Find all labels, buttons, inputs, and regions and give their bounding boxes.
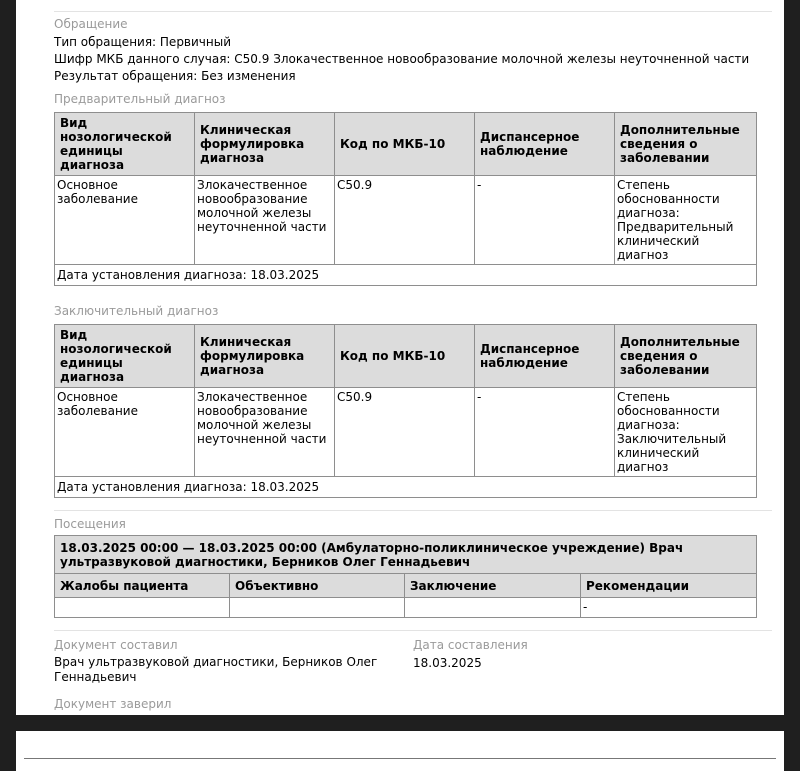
col-header: Код по МКБ-10 — [335, 325, 475, 388]
diagnosis-date: Дата установления диагноза: 18.03.2025 — [55, 477, 757, 498]
cell-kind: Основное заболевание — [55, 176, 195, 265]
document-page — [16, 0, 784, 715]
cell-code: C50.9 — [335, 176, 475, 265]
appeal-section — [54, 17, 772, 85]
visit-title-row — [55, 536, 757, 574]
visits-label: Посещения — [54, 517, 126, 531]
author-label: Документ составил — [54, 638, 178, 652]
visit-title: 18.03.2025 00:00 — 18.03.2025 00:00 (Амбулаторно-поликлиническое учреждение) Врач ультразвуковой диагностики, Берников Олег Геннадьевич — [55, 536, 757, 574]
date-label: Дата составления — [413, 638, 528, 652]
divider — [54, 11, 772, 12]
prelim-diagnosis-table — [54, 112, 757, 286]
cell-formulation: Злокачественное новообразование молочной железы неуточненной части — [195, 388, 335, 477]
cell-formulation: Злокачественное новообразование молочной железы неуточненной части — [195, 176, 335, 265]
cell-extra: Степень обоснованности диагноза: Предварительный клинический диагноз — [615, 176, 757, 265]
col-header: Клиническая формулировка диагноза — [195, 113, 335, 176]
col-header: Объективно — [230, 574, 405, 598]
cell-complaints — [55, 598, 230, 618]
cell-code: C50.9 — [335, 388, 475, 477]
col-header: Дополнительные сведения о заболевании — [615, 325, 757, 388]
cell-dispensary: - — [475, 176, 615, 265]
cell-dispensary: - — [475, 388, 615, 477]
col-header: Жалобы пациента — [55, 574, 230, 598]
cell-recommendations: - — [581, 598, 757, 618]
next-page — [16, 731, 784, 771]
final-diagnosis-table — [54, 324, 757, 498]
table-header-row — [55, 325, 757, 388]
col-header: Вид нозологической единицы диагноза — [55, 325, 195, 388]
col-header: Рекомендации — [581, 574, 757, 598]
table-row — [55, 265, 757, 286]
col-header: Код по МКБ-10 — [335, 113, 475, 176]
author-block — [54, 638, 413, 685]
col-header: Диспансерное наблюдение — [475, 325, 615, 388]
table-row — [55, 176, 757, 265]
col-header: Заключение — [405, 574, 581, 598]
table-row — [55, 388, 757, 477]
final-label: Заключительный диагноз — [54, 304, 219, 318]
author-name: Врач ультразвуковой диагностики, Берников Олег Геннадьевич — [54, 655, 378, 684]
divider — [54, 630, 772, 631]
visits-table — [54, 535, 757, 618]
table-row — [55, 477, 757, 498]
cell-conclusion — [405, 598, 581, 618]
col-header: Дополнительные сведения о заболевании — [615, 113, 757, 176]
signers — [54, 638, 772, 685]
col-header: Диспансерное наблюдение — [475, 113, 615, 176]
appeal-icd: Шифр МКБ данного случая: C50.9 Злокачественное новообразование молочной железы неуточненной части — [54, 52, 750, 66]
document-date: 18.03.2025 — [413, 656, 482, 670]
diagnosis-date: Дата установления диагноза: 18.03.2025 — [55, 265, 757, 286]
cell-kind: Основное заболевание — [55, 388, 195, 477]
table-header-row — [55, 113, 757, 176]
cell-extra: Степень обоснованности диагноза: Заключительный клинический диагноз — [615, 388, 757, 477]
col-header: Вид нозологической единицы диагноза — [55, 113, 195, 176]
verified-label: Документ заверил — [54, 697, 172, 711]
col-header: Клиническая формулировка диагноза — [195, 325, 335, 388]
table-header-row — [55, 574, 757, 598]
cell-objective — [230, 598, 405, 618]
appeal-label: Обращение — [54, 17, 128, 31]
divider — [54, 510, 772, 511]
table-row — [55, 598, 757, 618]
appeal-result: Результат обращения: Без изменения — [54, 69, 296, 83]
prelim-label: Предварительный диагноз — [54, 92, 226, 106]
appeal-type: Тип обращения: Первичный — [54, 35, 232, 49]
date-block — [413, 638, 772, 685]
